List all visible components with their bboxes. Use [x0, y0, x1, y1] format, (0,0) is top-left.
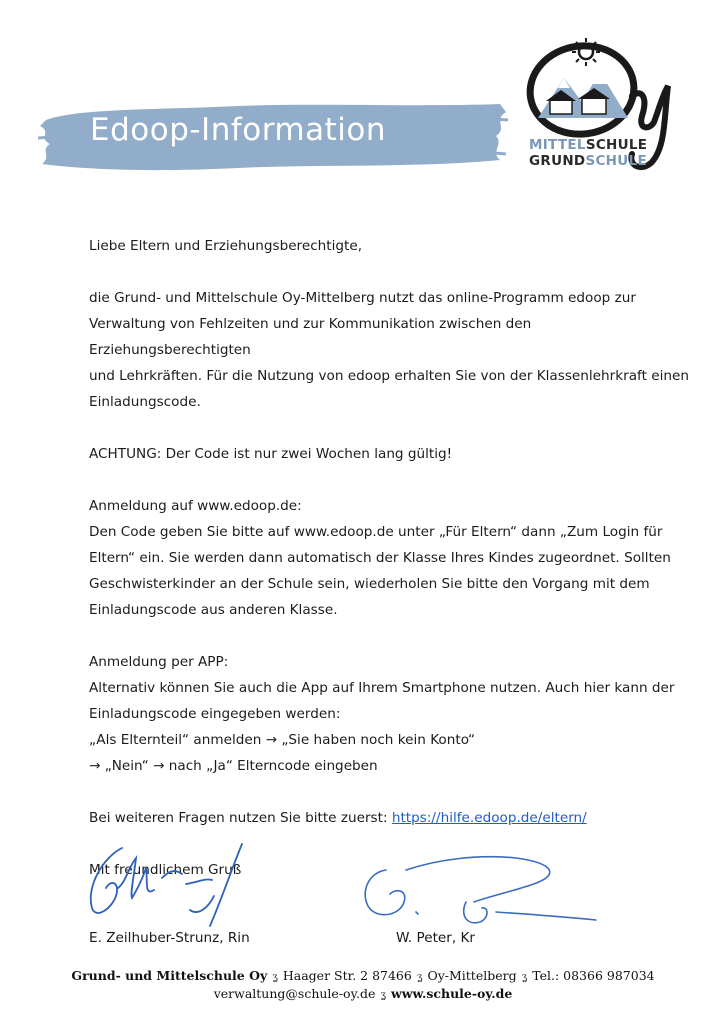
- footer-separator-icon: ʓ: [416, 972, 423, 983]
- intro-line: die Grund- und Mittelschule Oy-Mittelberg nutzt das online-Programm edoop zur: [89, 290, 636, 306]
- help-link[interactable]: https://hilfe.edoop.de/eltern/: [391, 810, 587, 826]
- letter-body: [89, 233, 689, 883]
- closing: Mit freundlichem Gruß: [89, 862, 242, 878]
- footer-email: verwaltung@schule-oy.de: [213, 986, 376, 1001]
- footer-town: Oy-Mittelberg: [427, 968, 517, 983]
- app-login-line: „Als Elternteil“ anmelden → „Sie haben noch kein Konto“: [89, 732, 476, 748]
- app-login-line: → „Nein“ → nach „Ja“ Elterncode eingeben: [89, 758, 378, 774]
- footer-phone: Tel.: 08366 987034: [532, 968, 655, 983]
- footer-separator-icon: ʓ: [380, 990, 386, 1001]
- logo-text-mittelschule: MITTELSCHULE: [529, 137, 648, 153]
- signatory-name-2: W. Peter, Kr: [396, 930, 476, 946]
- app-login-heading: Anmeldung per APP:: [89, 654, 229, 670]
- footer-website: www.schule-oy.de: [390, 986, 513, 1001]
- intro-line: Verwaltung von Fehlzeiten und zur Kommunikation zwischen den Erziehungsberechtigten: [89, 316, 532, 358]
- app-login-line: Alternativ können Sie auch die App auf Ihrem Smartphone nutzen. Auch hier kann der: [89, 680, 675, 696]
- logo-text-grundschule: GRUNDSCHULE: [529, 153, 647, 169]
- intro-line: und Lehrkräften. Für die Nutzung von edoop erhalten Sie von der Klassenlehrkraft einen: [89, 368, 689, 384]
- page-title: Edoop-Information: [90, 112, 387, 148]
- web-login-line: Geschwisterkinder an der Schule sein, wiederholen Sie bitte den Vorgang mit dem: [89, 576, 650, 592]
- web-login-line: Den Code geben Sie bitte auf www.edoop.de unter „Für Eltern“ dann „Zum Login für: [89, 524, 663, 540]
- footer-contact-line: [0, 986, 726, 1001]
- web-login-heading: Anmeldung auf www.edoop.de:: [89, 498, 302, 514]
- footer-separator-icon: ʓ: [272, 972, 278, 983]
- app-login-line: Einladungscode eingegeben werden:: [89, 706, 341, 722]
- web-login-line: Einladungscode aus anderen Klasse.: [89, 602, 338, 618]
- footer-separator-icon: ʓ: [521, 972, 528, 983]
- signature-1: [82, 838, 262, 932]
- web-login-line: Eltern“ ein. Sie werden dann automatisch der Klasse Ihres Kindes zugeordnet. Sollten: [89, 550, 671, 566]
- salutation: Liebe Eltern und Erziehungsberechtigte,: [89, 238, 363, 254]
- warning-text: ACHTUNG: Der Code ist nur zwei Wochen lang gültig!: [89, 446, 453, 462]
- questions-line: Bei weiteren Fragen nutzen Sie bitte zuerst: https://hilfe.edoop.de/eltern/: [89, 810, 587, 826]
- footer-school-name: Grund- und Mittelschule Oy: [71, 968, 268, 983]
- signature-2: [356, 850, 616, 934]
- footer-address-line: [0, 968, 726, 983]
- footer-street: Haager Str. 2 87466: [282, 968, 412, 983]
- signatory-name-1: E. Zeilhuber-Strunz, Rin: [89, 930, 250, 946]
- intro-line: Einladungscode.: [89, 394, 201, 410]
